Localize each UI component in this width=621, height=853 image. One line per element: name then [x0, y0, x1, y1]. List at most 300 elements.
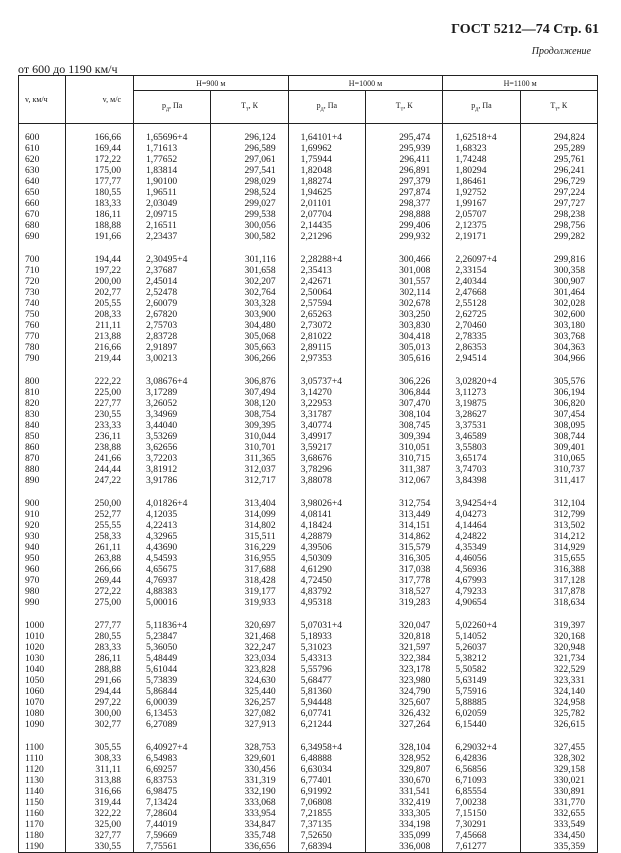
table-row	[19, 553, 598, 564]
table-cell: 2,14435	[288, 220, 365, 231]
table-cell: 300,582	[211, 231, 288, 242]
table-row	[19, 653, 598, 664]
table-cell: 304,418	[365, 331, 442, 342]
table-cell: 326,257	[211, 697, 288, 708]
table-cell: 740	[19, 298, 66, 309]
table-cell: 3,98026+4	[288, 498, 365, 509]
table-row	[19, 398, 598, 409]
table-row	[19, 697, 598, 708]
table-cell: 247,22	[66, 475, 134, 486]
table-cell: 1190	[19, 841, 66, 853]
table-cell: 1180	[19, 830, 66, 841]
table-cell: 315,579	[365, 542, 442, 553]
table-cell: 299,538	[211, 209, 288, 220]
table-cell: 327,913	[211, 719, 288, 730]
table-cell: 305,55	[66, 742, 134, 753]
table-cell: 5,11836+4	[134, 620, 211, 631]
table-cell: 6,34958+4	[288, 742, 365, 753]
table-cell: 4,35349	[443, 542, 520, 553]
table-cell: 2,57594	[288, 298, 365, 309]
table-cell: 6,48888	[288, 753, 365, 764]
table-cell: 5,88885	[443, 697, 520, 708]
table-cell: 6,91992	[288, 786, 365, 797]
table-cell: 810	[19, 387, 66, 398]
table-cell: 296,589	[211, 143, 288, 154]
table-cell: 277,77	[66, 620, 134, 631]
table-cell: 7,45668	[443, 830, 520, 841]
table-cell: 304,363	[520, 342, 597, 353]
table-cell: 6,15440	[443, 719, 520, 730]
table-cell: 244,44	[66, 464, 134, 475]
table-cell: 2,12375	[443, 220, 520, 231]
table-cell: 4,32965	[134, 531, 211, 542]
table-cell: 2,52478	[134, 287, 211, 298]
table-cell: 1000	[19, 620, 66, 631]
table-cell: 236,11	[66, 431, 134, 442]
table-cell: 970	[19, 575, 66, 586]
table-cell: 6,42836	[443, 753, 520, 764]
table-cell: 241,66	[66, 453, 134, 464]
table-row	[19, 342, 598, 353]
table-cell: 2,81022	[288, 331, 365, 342]
table-row	[19, 786, 598, 797]
table-cell: 301,116	[211, 254, 288, 265]
speed-range-title: от 600 до 1190 км/ч	[18, 62, 118, 76]
table-cell: 331,541	[365, 786, 442, 797]
table-cell: 302,77	[66, 719, 134, 730]
table-cell: 335,748	[211, 830, 288, 841]
table-cell: 311,417	[520, 475, 597, 486]
table-cell: 300,056	[211, 220, 288, 231]
table-row	[19, 753, 598, 764]
table-cell: 5,23847	[134, 631, 211, 642]
table-cell: 3,22953	[288, 398, 365, 409]
col-t-900: $T_т$, К	[211, 91, 288, 124]
table-row	[19, 631, 598, 642]
table-cell: 1,69962	[288, 143, 365, 154]
table-cell: 2,07704	[288, 209, 365, 220]
table-cell: 6,71093	[443, 775, 520, 786]
table-cell: 750	[19, 309, 66, 320]
col-t-1000: $T_т$, К	[365, 91, 442, 124]
table-cell: 6,02059	[443, 708, 520, 719]
table-cell: 261,11	[66, 542, 134, 553]
table-row	[19, 464, 598, 475]
table-cell: 331,319	[211, 775, 288, 786]
table-cell: 325,782	[520, 708, 597, 719]
table-cell: 333,549	[520, 819, 597, 830]
table-cell: 650	[19, 187, 66, 198]
table-cell: 1,82048	[288, 165, 365, 176]
table-cell: 316,305	[365, 553, 442, 564]
table-cell: 730	[19, 287, 66, 298]
table-cell: 306,266	[211, 353, 288, 364]
table-cell: 5,68477	[288, 675, 365, 686]
table-cell: 298,377	[365, 198, 442, 209]
table-row	[19, 209, 598, 220]
table-cell: 314,862	[365, 531, 442, 542]
table-cell: 1170	[19, 819, 66, 830]
table-cell: 4,83792	[288, 586, 365, 597]
table-cell: 6,54983	[134, 753, 211, 764]
table-cell: 6,27089	[134, 719, 211, 730]
col-h1000: H=1000 м	[288, 76, 443, 91]
table-row	[19, 531, 598, 542]
table-cell: 3,40774	[288, 420, 365, 431]
table-cell: 2,73072	[288, 320, 365, 331]
table-cell: 315,511	[211, 531, 288, 542]
table-cell: 6,85554	[443, 786, 520, 797]
table-cell: 1,77652	[134, 154, 211, 165]
table-cell: 328,104	[365, 742, 442, 753]
table-cell: 5,36050	[134, 642, 211, 653]
table-cell: 1080	[19, 708, 66, 719]
table-cell: 1,64101+4	[288, 124, 365, 144]
table-cell: 306,844	[365, 387, 442, 398]
table-cell: 326,615	[520, 719, 597, 730]
table-cell: 312,717	[211, 475, 288, 486]
table-cell: 3,11273	[443, 387, 520, 398]
table-cell: 870	[19, 453, 66, 464]
table-cell: 296,729	[520, 176, 597, 187]
table-cell: 3,28627	[443, 409, 520, 420]
table-cell: 327,455	[520, 742, 597, 753]
table-cell: 690	[19, 231, 66, 242]
table-cell: 302,114	[365, 287, 442, 298]
table-cell: 334,450	[520, 830, 597, 841]
table-cell: 5,31023	[288, 642, 365, 653]
table-cell: 3,53269	[134, 431, 211, 442]
table-cell: 319,177	[211, 586, 288, 597]
table-cell: 330,670	[365, 775, 442, 786]
table-cell: 252,77	[66, 509, 134, 520]
col-p-900: $p_д$, Па	[134, 91, 211, 124]
table-cell: 255,55	[66, 520, 134, 531]
table-cell: 219,44	[66, 353, 134, 364]
table-cell: 2,55128	[443, 298, 520, 309]
table-cell: 4,43690	[134, 542, 211, 553]
table-cell: 312,799	[520, 509, 597, 520]
table-cell: 288,88	[66, 664, 134, 675]
table-cell: 7,68394	[288, 841, 365, 853]
table-cell: 301,658	[211, 265, 288, 276]
table-cell: 320,948	[520, 642, 597, 653]
table-cell: 630	[19, 165, 66, 176]
table-cell: 2,19171	[443, 231, 520, 242]
table-row	[19, 686, 598, 697]
table-cell: 309,395	[211, 420, 288, 431]
table-cell: 1,75944	[288, 154, 365, 165]
table-cell: 304,966	[520, 353, 597, 364]
table-cell: 313,404	[211, 498, 288, 509]
table-cell: 2,62725	[443, 309, 520, 320]
table-cell: 222,22	[66, 376, 134, 387]
table-cell: 311,387	[365, 464, 442, 475]
table-cell: 294,44	[66, 686, 134, 697]
table-cell: 660	[19, 198, 66, 209]
table-cell: 258,33	[66, 531, 134, 542]
table-cell: 1,92752	[443, 187, 520, 198]
table-cell: 303,900	[211, 309, 288, 320]
table-cell: 600	[19, 124, 66, 144]
group-spacer	[19, 730, 598, 742]
table-cell: 2,03049	[134, 198, 211, 209]
table-cell: 5,81360	[288, 686, 365, 697]
table-cell: 188,88	[66, 220, 134, 231]
table-cell: 302,028	[520, 298, 597, 309]
table-cell: 322,384	[365, 653, 442, 664]
table-row	[19, 431, 598, 442]
table-cell: 720	[19, 276, 66, 287]
table-cell: 4,67993	[443, 575, 520, 586]
table-row	[19, 442, 598, 453]
table-cell: 5,75916	[443, 686, 520, 697]
table-row	[19, 420, 598, 431]
table-cell: 4,39506	[288, 542, 365, 553]
table-cell: 318,634	[520, 597, 597, 608]
table-cell: 6,83753	[134, 775, 211, 786]
table-cell: 4,24822	[443, 531, 520, 542]
table-cell: 266,66	[66, 564, 134, 575]
table-cell: 3,08676+4	[134, 376, 211, 387]
table-cell: 326,432	[365, 708, 442, 719]
table-cell: 7,28604	[134, 808, 211, 819]
table-row	[19, 376, 598, 387]
table-cell: 1020	[19, 642, 66, 653]
table-row	[19, 675, 598, 686]
table-row	[19, 287, 598, 298]
table-cell: 890	[19, 475, 66, 486]
table-cell: 1110	[19, 753, 66, 764]
table-cell: 299,406	[365, 220, 442, 231]
table-cell: 329,158	[520, 764, 597, 775]
table-cell: 3,17289	[134, 387, 211, 398]
table-cell: 1050	[19, 675, 66, 686]
table-cell: 5,00016	[134, 597, 211, 608]
table-cell: 7,75561	[134, 841, 211, 853]
table-cell: 296,891	[365, 165, 442, 176]
table-cell: 328,753	[211, 742, 288, 753]
table-cell: 6,29032+4	[443, 742, 520, 753]
table-cell: 2,23437	[134, 231, 211, 242]
table-cell: 1100	[19, 742, 66, 753]
table-cell: 910	[19, 509, 66, 520]
table-cell: 319,283	[365, 597, 442, 608]
table-cell: 313,449	[365, 509, 442, 520]
table-cell: 325,00	[66, 819, 134, 830]
table-cell: 6,07741	[288, 708, 365, 719]
table-cell: 760	[19, 320, 66, 331]
table-row	[19, 176, 598, 187]
table-cell: 1,80294	[443, 165, 520, 176]
table-cell: 323,828	[211, 664, 288, 675]
table-cell: 186,11	[66, 209, 134, 220]
table-cell: 1060	[19, 686, 66, 697]
table-cell: 780	[19, 342, 66, 353]
table-cell: 5,02260+4	[443, 620, 520, 631]
table-cell: 283,33	[66, 642, 134, 653]
table-cell: 317,778	[365, 575, 442, 586]
table-cell: 330,456	[211, 764, 288, 775]
table-cell: 329,807	[365, 764, 442, 775]
table-cell: 1,71613	[134, 143, 211, 154]
table-cell: 3,72203	[134, 453, 211, 464]
table-cell: 3,84398	[443, 475, 520, 486]
table-cell: 299,932	[365, 231, 442, 242]
table-cell: 306,194	[520, 387, 597, 398]
table-cell: 263,88	[66, 553, 134, 564]
table-cell: 3,46589	[443, 431, 520, 442]
table-row	[19, 575, 598, 586]
table-row	[19, 409, 598, 420]
col-h1100: H=1100 м	[443, 76, 598, 91]
table-cell: 324,958	[520, 697, 597, 708]
table-row	[19, 453, 598, 464]
table-cell: 332,190	[211, 786, 288, 797]
table-cell: 169,44	[66, 143, 134, 154]
table-cell: 317,128	[520, 575, 597, 586]
table-cell: 1130	[19, 775, 66, 786]
table-cell: 335,359	[520, 841, 597, 853]
table-row	[19, 542, 598, 553]
table-cell: 770	[19, 331, 66, 342]
table-cell: 3,00213	[134, 353, 211, 364]
table-cell: 3,02820+4	[443, 376, 520, 387]
table-row	[19, 353, 598, 364]
table-cell: 680	[19, 220, 66, 231]
table-cell: 298,238	[520, 209, 597, 220]
table-cell: 850	[19, 431, 66, 442]
table-cell: 2,35413	[288, 265, 365, 276]
table-cell: 2,21296	[288, 231, 365, 242]
table-cell: 312,037	[211, 464, 288, 475]
table-cell: 3,55803	[443, 442, 520, 453]
table-cell: 2,60079	[134, 298, 211, 309]
table-cell: 830	[19, 409, 66, 420]
table-cell: 1,99167	[443, 198, 520, 209]
table-cell: 238,88	[66, 442, 134, 453]
table-cell: 7,61277	[443, 841, 520, 853]
col-p-1000: $p_д$, Па	[288, 91, 365, 124]
table-cell: 295,761	[520, 154, 597, 165]
table-cell: 1160	[19, 808, 66, 819]
table-cell: 313,88	[66, 775, 134, 786]
table-cell: 303,830	[365, 320, 442, 331]
table-cell: 1,86461	[443, 176, 520, 187]
table-cell: 2,50064	[288, 287, 365, 298]
table-cell: 308,095	[520, 420, 597, 431]
table-cell: 2,70460	[443, 320, 520, 331]
table-cell: 306,226	[365, 376, 442, 387]
table-cell: 311,11	[66, 764, 134, 775]
table-cell: 318,428	[211, 575, 288, 586]
table-cell: 3,94254+4	[443, 498, 520, 509]
table-cell: 4,08141	[288, 509, 365, 520]
table-cell: 2,37687	[134, 265, 211, 276]
table-row	[19, 819, 598, 830]
table-cell: 4,01826+4	[134, 498, 211, 509]
table-cell: 2,86353	[443, 342, 520, 353]
col-v-ms: v, м/с	[66, 76, 134, 124]
table-cell: 4,04273	[443, 509, 520, 520]
table-cell: 327,77	[66, 830, 134, 841]
table-cell: 324,630	[211, 675, 288, 686]
table-cell: 298,888	[365, 209, 442, 220]
table-row	[19, 309, 598, 320]
table-row	[19, 387, 598, 398]
table-cell: 291,66	[66, 675, 134, 686]
table-row	[19, 331, 598, 342]
table-cell: 302,207	[211, 276, 288, 287]
group-spacer	[19, 364, 598, 376]
table-cell: 4,76937	[134, 575, 211, 586]
table-cell: 4,46056	[443, 553, 520, 564]
table-cell: 298,029	[211, 176, 288, 187]
table-cell: 316,66	[66, 786, 134, 797]
table-row	[19, 254, 598, 265]
table-cell: 5,07031+4	[288, 620, 365, 631]
table-row	[19, 520, 598, 531]
table-cell: 316,229	[211, 542, 288, 553]
table-cell: 295,474	[365, 124, 442, 144]
table-cell: 297,379	[365, 176, 442, 187]
table-cell: 1070	[19, 697, 66, 708]
table-cell: 319,397	[520, 620, 597, 631]
table-cell: 208,33	[66, 309, 134, 320]
table-row	[19, 276, 598, 287]
table-cell: 5,61044	[134, 664, 211, 675]
table-row	[19, 154, 598, 165]
table-cell: 980	[19, 586, 66, 597]
table-cell: 6,21244	[288, 719, 365, 730]
table-cell: 332,419	[365, 797, 442, 808]
table-cell: 317,878	[520, 586, 597, 597]
table-row	[19, 231, 598, 242]
table-cell: 2,09715	[134, 209, 211, 220]
table-cell: 1,94625	[288, 187, 365, 198]
table-row	[19, 143, 598, 154]
table-cell: 225,00	[66, 387, 134, 398]
table-cell: 320,818	[365, 631, 442, 642]
table-cell: 175,00	[66, 165, 134, 176]
table-cell: 2,75703	[134, 320, 211, 331]
table-row	[19, 187, 598, 198]
table-cell: 297,061	[211, 154, 288, 165]
table-cell: 3,78296	[288, 464, 365, 475]
table-cell: 323,034	[211, 653, 288, 664]
table-cell: 7,37135	[288, 819, 365, 830]
table-cell: 306,820	[520, 398, 597, 409]
table-cell: 297,541	[211, 165, 288, 176]
table-cell: 7,06808	[288, 797, 365, 808]
table-cell: 2,30495+4	[134, 254, 211, 265]
table-cell: 298,756	[520, 220, 597, 231]
table-cell: 1120	[19, 764, 66, 775]
table-cell: 7,44019	[134, 819, 211, 830]
table-row	[19, 708, 598, 719]
table-cell: 1010	[19, 631, 66, 642]
table-cell: 310,044	[211, 431, 288, 442]
table-cell: 305,576	[520, 376, 597, 387]
table-cell: 3,14270	[288, 387, 365, 398]
table-cell: 310,737	[520, 464, 597, 475]
table-cell: 299,282	[520, 231, 597, 242]
table-cell: 7,52650	[288, 830, 365, 841]
table-cell: 5,18933	[288, 631, 365, 642]
table-cell: 297,874	[365, 187, 442, 198]
table-cell: 1,96511	[134, 187, 211, 198]
table-cell: 5,26037	[443, 642, 520, 653]
